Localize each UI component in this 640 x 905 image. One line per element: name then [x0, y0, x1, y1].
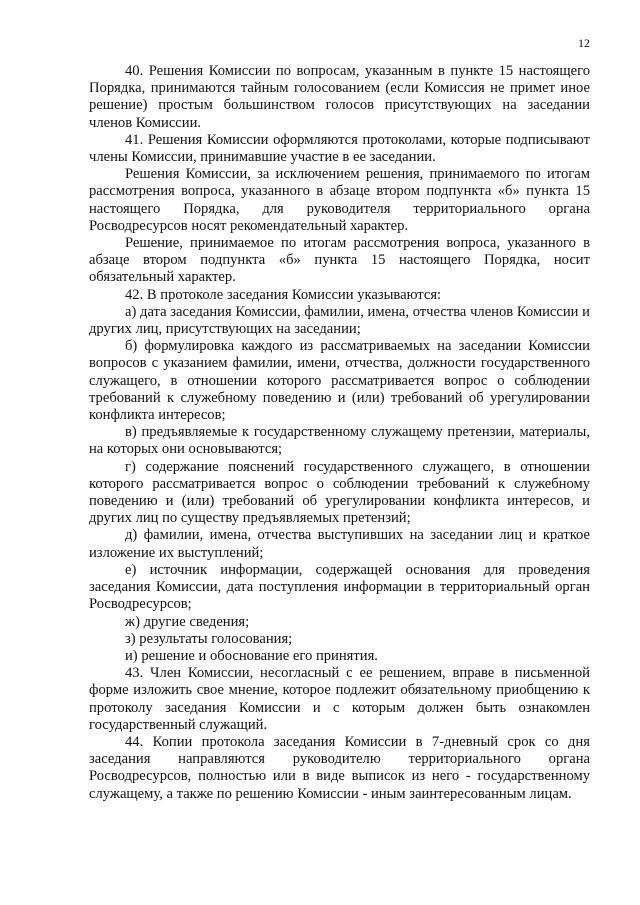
list-item-d: д) фамилии, имена, отчества выступивших на заседании лиц и краткое изложение их выступлений; [89, 527, 590, 561]
list-item-a: а) дата заседания Комиссии, фамилии, имена, отчества членов Комиссии и других лиц, присутствующих на заседании; [89, 303, 590, 338]
list-item-g: г) содержание пояснений государственного служащего, в отношении которого рассматривается вопрос о соблюдении требований к служебному поведению и (или) требований об урегулировании конфликта интересов, и других лиц по существу предъявляемых претензий; [89, 458, 590, 527]
list-item-z: з) результаты голосования; [125, 630, 293, 647]
paragraph-44: 44. Копии протокола заседания Комиссии в 7-дневный срок со дня заседания направляются руководителю территориального органа Росводресурсов, полностью или в виде выписок из него - государственному служащему, а также по решению Комиссии - иным заинтересованным лицам. [89, 733, 590, 802]
list-item-i: и) решение и обоснование его принятия. [125, 647, 378, 664]
list-item-e: е) источник информации, содержащей основания для проведения заседания Комиссии, дата поступления информации в территориальный орган Росводресурсов; [89, 561, 590, 613]
paragraph-recommendation: Решения Комиссии, за исключением решения, принимаемого по итогам рассмотрения вопроса, указанного в абзаце втором подпункта «б» пункта 15 настоящего Порядка, для руководителя территориального органа Росводресурсов носят рекомендательный характер. [89, 166, 590, 234]
paragraph-40: 40. Решения Комиссии по вопросам, указанным в пункте 15 настоящего Порядка, принимаются тайным голосованием (если Комиссия не примет иное решение) простым большинством голосов присутствующих на заседании членов Комиссии. [89, 63, 590, 131]
page-number: 12 [578, 36, 590, 50]
paragraph-mandatory: Решение, принимаемое по итогам рассмотрения вопроса, указанного в абзаце втором подпункта «б» пункта 15 настоящего Порядка, носит обязательный характер. [89, 235, 590, 286]
list-item-zh: ж) другие сведения; [125, 613, 250, 630]
paragraph-42: 42. В протоколе заседания Комиссии указываются: [125, 286, 442, 303]
document-body [89, 63, 590, 803]
list-item-v: в) предъявляемые к государственному служащему претензии, материалы, на которых они основываются; [89, 424, 590, 458]
list-item-b: б) формулировка каждого из рассматриваемых на заседании Комиссии вопросов с указанием фамилии, имени, отчества, должности государственного служащего, в отношении которого рассматривается вопрос о соблюдении требований к служебному поведению и (или) требований об урегулировании конфликта интересов; [89, 338, 590, 424]
paragraph-43: 43. Член Комиссии, несогласный с ее решением, вправе в письменной форме изложить свое мнение, которое подлежит обязательному приобщению к протоколу заседания Комиссии и с которым должен быть ознакомлен государственный служащий. [89, 665, 590, 733]
paragraph-41: 41. Решения Комиссии оформляются протоколами, которые подписывают члены Комиссии, принимавшие участие в ее заседании. [89, 131, 590, 166]
